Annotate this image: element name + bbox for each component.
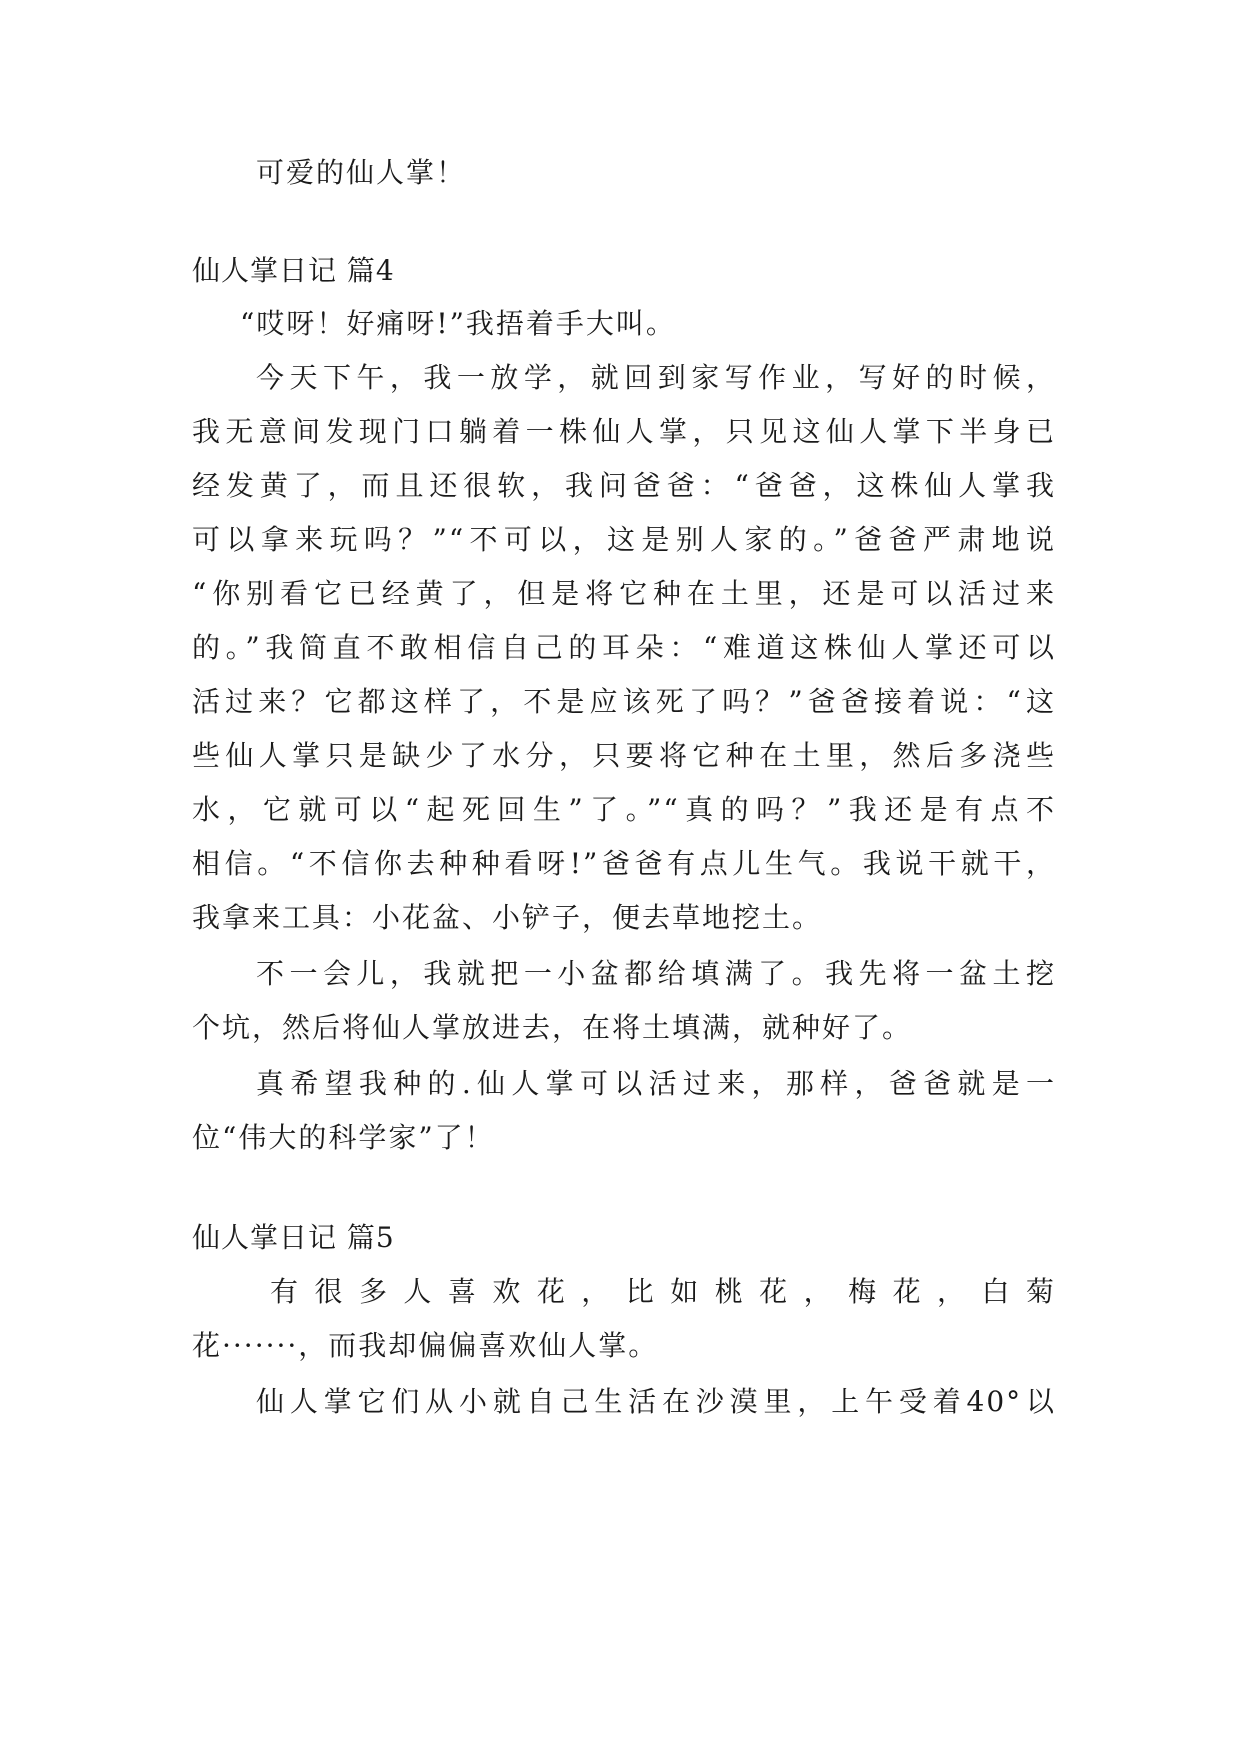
paragraph-line: 有很多人喜欢花，比如桃花，梅花，白菊 [270, 1275, 1056, 1308]
paragraph-line: 活过来？它都这样了，不是应该死了吗？”爸爸接着说：“这 [192, 685, 1056, 718]
paragraph-line: 我拿来工具：小花盆、小铲子，便去草地挖土。 [192, 901, 823, 934]
section-heading-5: 仙人掌日记 篇5 [192, 1221, 395, 1254]
paragraph-line: 花·······，而我却偏偏喜欢仙人掌。 [192, 1329, 659, 1362]
paragraph-line: 经发黄了，而且还很软，我问爸爸：“爸爸，这株仙人掌我 [192, 469, 1056, 502]
paragraph-line: 些仙人掌只是缺少了水分，只要将它种在土里，然后多浇些 [192, 739, 1056, 772]
closing-line: 可爱的仙人掌！ [256, 156, 467, 189]
paragraph-line: “你别看它已经黄了，但是将它种在土里，还是可以活过来 [192, 577, 1056, 610]
paragraph-line: “哎呀！好痛呀!”我捂着手大叫。 [240, 307, 676, 340]
paragraph-line: 相信。“不信你去种种看呀!”爸爸有点儿生气。我说干就干， [192, 847, 1056, 880]
paragraph-line: 水，它就可以“起死回生”了。”“真的吗？”我还是有点不 [192, 793, 1056, 826]
paragraph-line: 不一会儿，我就把一小盆都给填满了。我先将一盆土挖 [256, 957, 1056, 990]
paragraph-line: 可以拿来玩吗？”“不可以，这是别人家的。”爸爸严肃地说 [192, 523, 1056, 556]
paragraph-line: 仙人掌它们从小就自己生活在沙漠里，上午受着40°以 [256, 1385, 1056, 1418]
section-heading-4: 仙人掌日记 篇4 [192, 254, 395, 287]
paragraph-line: 真希望我种的.仙人掌可以活过来，那样，爸爸就是一 [256, 1067, 1056, 1100]
paragraph-line: 的。”我简直不敢相信自己的耳朵：“难道这株仙人掌还可以 [192, 631, 1056, 664]
paragraph-line: 我无意间发现门口躺着一株仙人掌，只见这仙人掌下半身已 [192, 415, 1056, 448]
paragraph-line: 今天下午，我一放学，就回到家写作业，写好的时候， [256, 361, 1056, 394]
paragraph-line: 个坑，然后将仙人掌放进去，在将土填满，就种好了。 [192, 1011, 913, 1044]
paragraph-line: 位“伟大的科学家”了！ [192, 1121, 495, 1154]
